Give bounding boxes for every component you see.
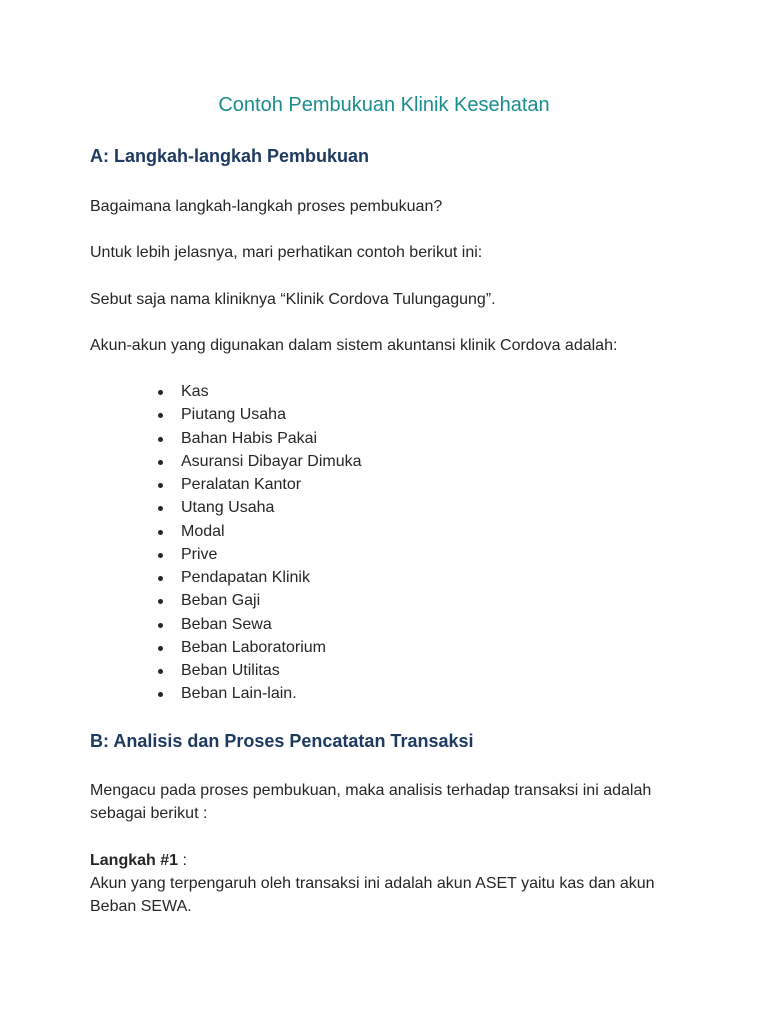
document-title: Contoh Pembukuan Klinik Kesehatan	[218, 94, 550, 116]
list-item	[150, 566, 362, 589]
bullet-icon	[158, 623, 163, 628]
list-item	[150, 520, 362, 543]
bullet-icon	[158, 413, 163, 418]
list-item	[150, 380, 362, 403]
section-b-heading: B: Analisis dan Proses Pencatatan Transaksi	[90, 731, 474, 751]
bullet-icon	[158, 530, 163, 535]
step-block	[90, 849, 690, 918]
account-label: Beban Utilitas	[181, 662, 280, 679]
account-label: Beban Lain-lain.	[181, 685, 297, 703]
section-a-paragraph-3: Sebut saja nama kliniknya “Klinik Cordova Tulungagung”.	[90, 291, 496, 308]
bullet-icon	[158, 599, 163, 604]
account-label: Piutang Usaha	[181, 406, 286, 424]
section-b-paragraph-1: Mengacu pada proses pembukuan, maka analisis terhadap transaksi ini adalah sebagai berikut :	[90, 782, 652, 822]
bullet-icon	[158, 506, 163, 511]
account-label: Beban Sewa	[181, 615, 272, 633]
account-label: Peralatan Kantor	[181, 476, 302, 493]
bullet-icon	[158, 483, 163, 488]
account-label: Kas	[181, 383, 209, 400]
section-a-paragraph-1: Bagaimana langkah-langkah proses pembukuan?	[90, 198, 443, 215]
bullet-icon	[158, 576, 163, 581]
account-label: Beban Gaji	[181, 592, 261, 610]
step-separator: :	[178, 852, 187, 869]
account-label: Asuransi Dibayar Dimuka	[181, 452, 362, 470]
list-item	[150, 473, 362, 496]
account-list	[150, 380, 362, 706]
section-a-paragraph-4: Akun-akun yang digunakan dalam sistem akuntansi klinik Cordova adalah:	[90, 337, 618, 354]
list-item	[150, 682, 362, 705]
section-a-paragraph-2: Untuk lebih jelasnya, mari perhatikan contoh berikut ini:	[90, 244, 483, 261]
list-item	[150, 589, 362, 612]
account-label: Beban Laboratorium	[181, 638, 326, 656]
list-item	[150, 496, 362, 519]
list-item	[150, 543, 362, 566]
bullet-icon	[158, 437, 163, 442]
section-a-heading: A: Langkah-langkah Pembukuan	[90, 146, 370, 166]
list-item	[150, 403, 362, 426]
list-item	[150, 427, 362, 450]
bullet-icon	[158, 460, 163, 465]
account-label: Modal	[181, 522, 225, 540]
bullet-icon	[158, 646, 163, 651]
account-label: Prive	[181, 545, 218, 563]
list-item	[150, 659, 362, 682]
account-label: Utang Usaha	[181, 499, 275, 517]
step-text: Akun yang terpengaruh oleh transaksi ini adalah akun ASET yaitu kas dan akun Beban SEWA.	[90, 875, 655, 915]
account-label: Bahan Habis Pakai	[181, 429, 318, 447]
step-label: Langkah #1	[90, 852, 179, 869]
account-label: Pendapatan Klinik	[181, 569, 310, 586]
bullet-icon	[158, 692, 163, 697]
list-item	[150, 450, 362, 473]
list-item	[150, 613, 362, 636]
bullet-icon	[158, 669, 163, 674]
bullet-icon	[158, 390, 163, 395]
bullet-icon	[158, 553, 163, 558]
list-item	[150, 636, 362, 659]
